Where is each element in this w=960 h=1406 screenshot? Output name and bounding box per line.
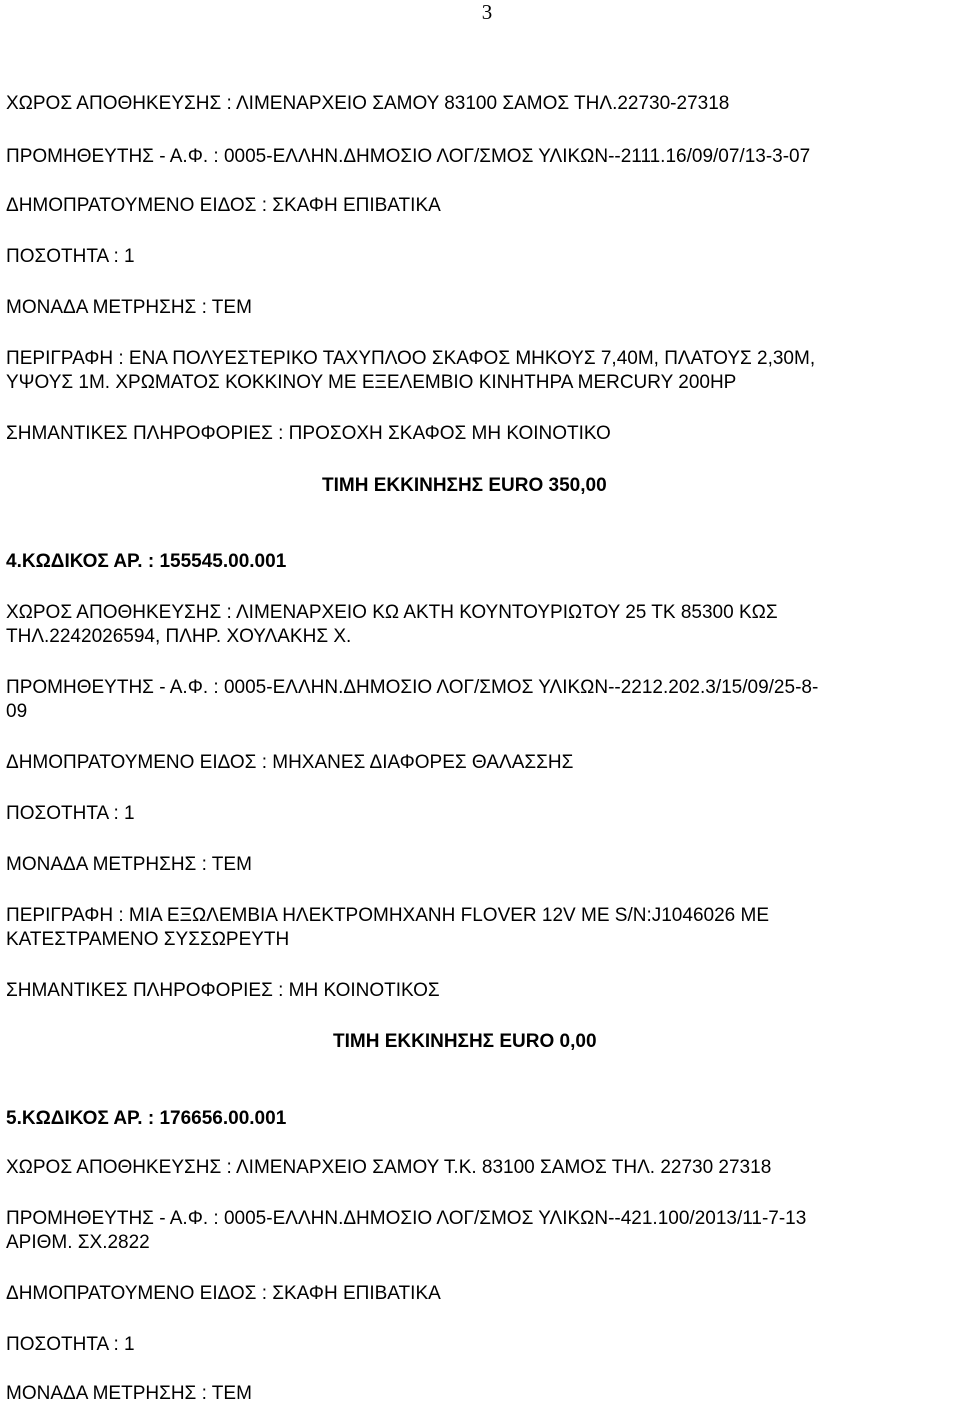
storage-location: ΧΩΡΟΣ ΑΠΟΘΗΚΕΥΣΗΣ : ΛΙΜΕΝΑΡΧΕΙΟ ΣΑΜΟΥ 83100 ΣΑΜΟΣ ΤΗΛ.22730-27318 [6, 93, 730, 114]
unit-of-measure: ΜΟΝΑΔΑ ΜΕΤΡΗΣΗΣ : ΤΕΜ [6, 297, 252, 318]
description-line: ΥΨΟΥΣ 1Μ. ΧΡΩΜΑΤΟΣ ΚΟΚΚΙΝΟΥ ΜΕ ΕΞΕΛΕΜΒΙΟ ΚΙΝΗΤΗΡΑ MERCURY 200HP [6, 372, 737, 393]
starting-price: ΤΙΜΗ ΕΚΚΙΝΗΣΗΣ EURO 0,00 [333, 1031, 597, 1052]
item-type: ΔΗΜΟΠΡΑΤΟΥΜΕΝΟ ΕΙΔΟΣ : ΣΚΑΦΗ ΕΠΙΒΑΤΙΚΑ [6, 1283, 441, 1304]
description-line: ΠΕΡΙΓΡΑΦΗ : ΕΝΑ ΠΟΛΥΕΣΤΕΡΙΚΟ ΤΑΧΥΠΛΟΟ ΣΚΑΦΟΣ ΜΗΚΟΥΣ 7,40Μ, ΠΛΑΤΟΥΣ 2,30Μ, [6, 348, 816, 369]
supplier: 09 [6, 701, 28, 722]
quantity: ΠΟΣΟΤΗΤΑ : 1 [6, 246, 135, 267]
supplier: ΑΡΙΘΜ. ΣΧ.2822 [6, 1232, 150, 1253]
unit-of-measure: ΜΟΝΑΔΑ ΜΕΤΡΗΣΗΣ : ΤΕΜ [6, 854, 252, 875]
supplier: ΠΡΟΜΗΘΕΥΤΗΣ - Α.Φ. : 0005-ΕΛΛΗΝ.ΔΗΜΟΣΙΟ ΛΟΓ/ΣΜΟΣ ΥΛΙΚΩΝ--2111.16/09/07/13-3-07 [6, 146, 811, 167]
storage-location: ΧΩΡΟΣ ΑΠΟΘΗΚΕΥΣΗΣ : ΛΙΜΕΝΑΡΧΕΙΟ ΣΑΜΟΥ Τ.Κ. 83100 ΣΑΜΟΣ ΤΗΛ. 22730 27318 [6, 1157, 772, 1178]
quantity: ΠΟΣΟΤΗΤΑ : 1 [6, 1334, 135, 1355]
item-code: 4.ΚΩΔΙΚΟΣ ΑΡ. : 155545.00.001 [6, 551, 287, 572]
description-line: ΠΕΡΙΓΡΑΦΗ : ΜΙΑ ΕΞΩΛΕΜΒΙΑ ΗΛΕΚΤΡΟΜΗΧΑΝΗ FLOVER 12V ΜΕ S/N:J1046026 ΜΕ [6, 905, 769, 926]
unit-of-measure: ΜΟΝΑΔΑ ΜΕΤΡΗΣΗΣ : ΤΕΜ [6, 1383, 252, 1404]
page-number: 3 [481, 0, 493, 24]
storage-location: ΤΗΛ.2242026594, ΠΛΗΡ. ΧΟΥΛΑΚΗΣ Χ. [6, 626, 352, 647]
important-info: ΣΗΜΑΝΤΙΚΕΣ ΠΛΗΡΟΦΟΡΙΕΣ : ΜΗ ΚΟΙΝΟΤΙΚΟΣ [6, 980, 440, 1001]
item-code: 5.ΚΩΔΙΚΟΣ ΑΡ. : 176656.00.001 [6, 1108, 287, 1129]
supplier: ΠΡΟΜΗΘΕΥΤΗΣ - Α.Φ. : 0005-ΕΛΛΗΝ.ΔΗΜΟΣΙΟ ΛΟΓ/ΣΜΟΣ ΥΛΙΚΩΝ--2212.202.3/15/09/25-8- [6, 677, 819, 698]
important-info: ΣΗΜΑΝΤΙΚΕΣ ΠΛΗΡΟΦΟΡΙΕΣ : ΠΡΟΣΟΧΗ ΣΚΑΦΟΣ ΜΗ ΚΟΙΝΟΤΙΚΟ [6, 423, 611, 444]
quantity: ΠΟΣΟΤΗΤΑ : 1 [6, 803, 135, 824]
storage-location: ΧΩΡΟΣ ΑΠΟΘΗΚΕΥΣΗΣ : ΛΙΜΕΝΑΡΧΕΙΟ ΚΩ ΑΚΤΗ ΚΟΥΝΤΟΥΡΙΩΤΟΥ 25 ΤΚ 85300 ΚΩΣ [6, 602, 778, 623]
starting-price: ΤΙΜΗ ΕΚΚΙΝΗΣΗΣ EURO 350,00 [322, 475, 607, 496]
item-type: ΔΗΜΟΠΡΑΤΟΥΜΕΝΟ ΕΙΔΟΣ : ΜΗΧΑΝΕΣ ΔΙΑΦΟΡΕΣ ΘΑΛΑΣΣΗΣ [6, 752, 574, 773]
supplier: ΠΡΟΜΗΘΕΥΤΗΣ - Α.Φ. : 0005-ΕΛΛΗΝ.ΔΗΜΟΣΙΟ ΛΟΓ/ΣΜΟΣ ΥΛΙΚΩΝ--421.100/2013/11-7-13 [6, 1208, 807, 1229]
description-line: ΚΑΤΕΣΤΡΑΜΕΝΟ ΣΥΣΣΩΡΕΥΤΗ [6, 929, 290, 950]
item-type: ΔΗΜΟΠΡΑΤΟΥΜΕΝΟ ΕΙΔΟΣ : ΣΚΑΦΗ ΕΠΙΒΑΤΙΚΑ [6, 195, 441, 216]
